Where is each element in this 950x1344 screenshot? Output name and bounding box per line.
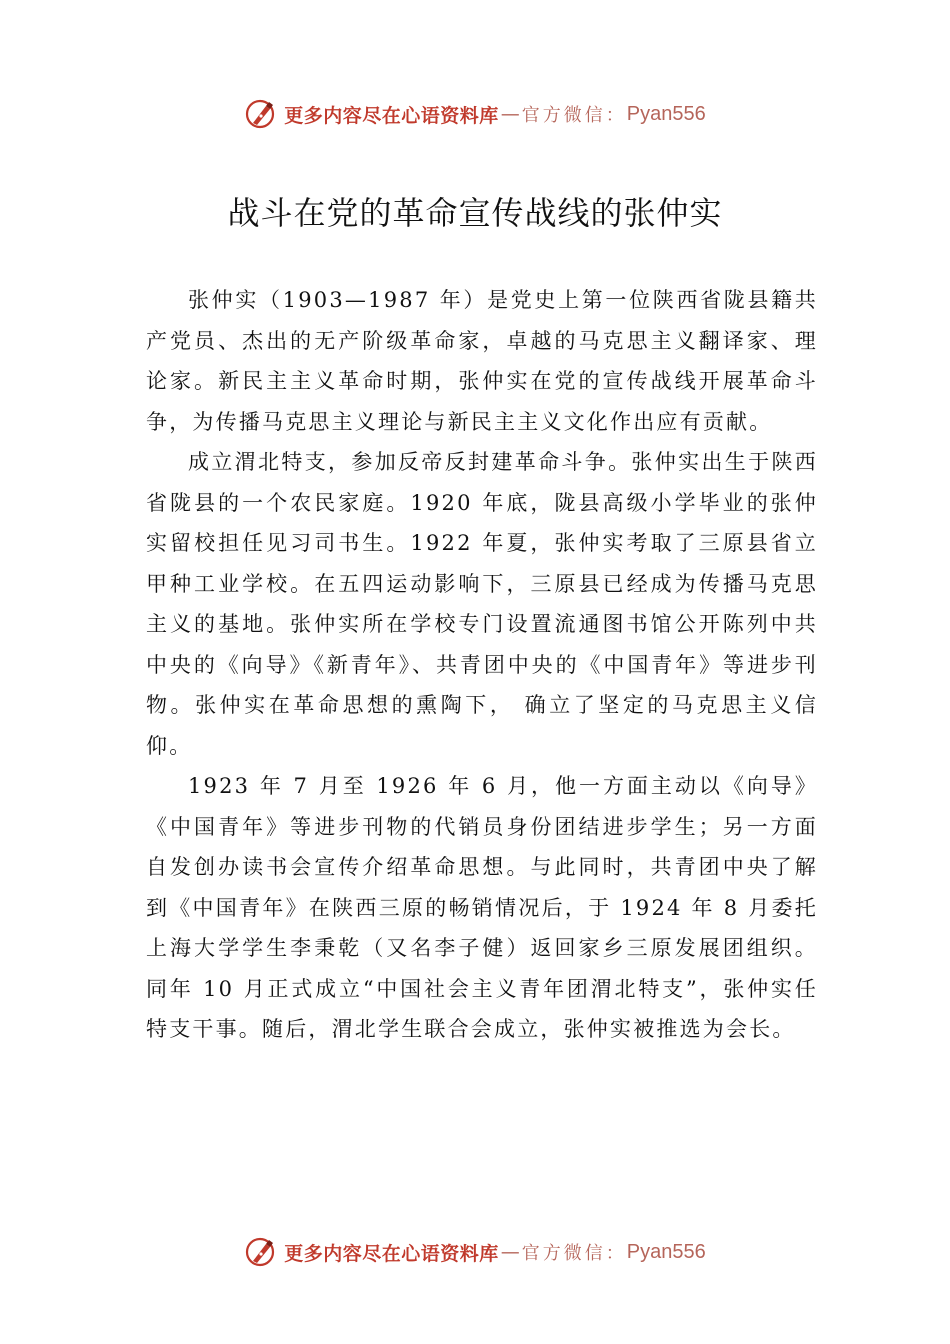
fountain-pen-logo-icon (244, 1235, 278, 1269)
banner-brand-text: 更多内容尽在心语资料库 (284, 104, 499, 127)
footer-banner (0, 1232, 950, 1272)
header-banner (0, 94, 950, 134)
banner-dash: — (500, 1241, 520, 1263)
document-body (146, 280, 818, 1050)
document-title: 战斗在党的革命宣传战线的张仲实 (227, 194, 723, 232)
paragraph-1: 张仲实（1903—1987 年）是党史上第一位陕西省陇县籍共产党员、杰出的无产阶级革命家，卓越的马克思主义翻译家、理论家。新民主主义革命时期，张仲实在党的宣传战线开展革命斗争，为传播马克思主义理论与新民主主义文化作出应有贡献。 (146, 288, 818, 434)
banner-official-label: 官方微信： (521, 1243, 627, 1264)
banner-account: Pyan556 (626, 1240, 706, 1263)
banner-official-label: 官方微信： (521, 105, 627, 126)
banner-account: Pyan556 (626, 102, 706, 125)
banner-dash: — (500, 103, 520, 125)
banner-brand-text: 更多内容尽在心语资料库 (284, 1242, 499, 1265)
fountain-pen-logo-icon (244, 97, 278, 131)
paragraph-2: 成立渭北特支，参加反帝反封建革命斗争。张仲实出生于陕西省陇县的一个农民家庭。1920 年底，陇县高级小学毕业的张仲实留校担任见习司书生。1922 年夏，张仲实考取了三原县省立甲种工业学校。在五四运动影响下，三原县已经成为传播马克思主义的基地。张仲实所在学校专门设置流通图书馆公开陈列中共中央的《向导》《新青年》、共青团中央的《中国青年》等进步刊物。张仲实在革命思想的熏陶下， 确立了坚定的马克思主义信仰。 (146, 450, 818, 758)
paragraph-3: 1923 年 7 月至 1926 年 6 月，他一方面主动以《向导》《中国青年》等进步刊物的代销员身份团结进步学生；另一方面自发创办读书会宣传介绍革命思想。与此同时，共青团中央了解到《中国青年》在陕西三原的畅销情况后，于 1924 年 8 月委托上海大学学生李秉乾（又名李子健）返回家乡三原发展团组织。同年 10 月正式成立“中国社会主义青年团渭北特支”，张仲实任特支干事。随后，渭北学生联合会成立，张仲实被推选为会长。 (146, 774, 818, 1041)
